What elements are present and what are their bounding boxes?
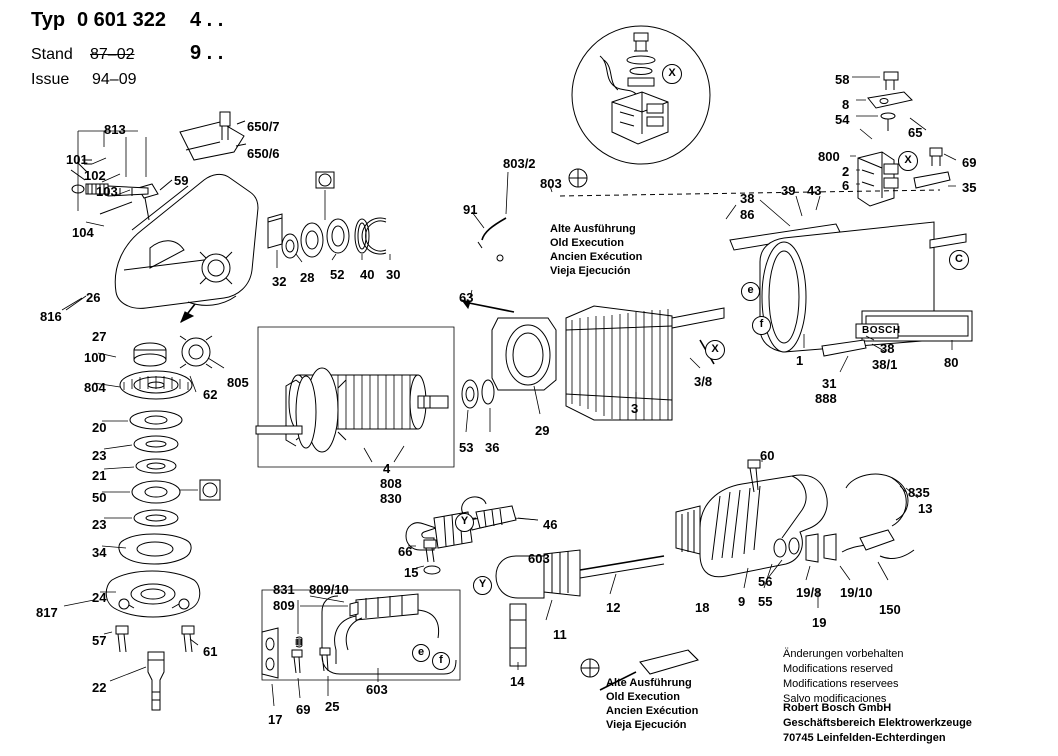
footer-modifications: [783, 647, 903, 706]
part-number-59: 59: [174, 173, 189, 188]
part-number-65: 65: [908, 125, 923, 140]
part-number-9: 9: [738, 594, 746, 609]
part-number-38: 38: [880, 341, 895, 356]
part-number-40: 40: [360, 267, 375, 282]
part-number-804: 804: [84, 380, 106, 395]
part-number-803-2: 803/2: [503, 156, 536, 171]
part-number-23: 23: [92, 448, 107, 463]
part-number-28: 28: [300, 270, 315, 285]
callout-e: e: [741, 282, 760, 301]
callout-x-top: X: [662, 64, 682, 84]
part-number-805: 805: [227, 375, 249, 390]
part-number-102: 102: [84, 168, 106, 183]
part-number-2: 2: [842, 164, 850, 179]
part-number-60: 60: [760, 448, 775, 463]
part-number-27: 27: [92, 329, 107, 344]
part-number-91: 91: [463, 202, 478, 217]
footer-company: [783, 701, 972, 746]
company-division: Geschäftsbereich Elektrowerkzeuge: [783, 716, 972, 729]
old-execution-note-lower: [606, 676, 698, 732]
stand-value: 87–02: [90, 46, 135, 63]
part-number-800: 800: [818, 149, 840, 164]
stand-label: Stand: [31, 46, 73, 63]
part-number-39: 39: [781, 183, 796, 198]
part-number-15: 15: [404, 565, 419, 580]
part-number-55: 55: [758, 594, 773, 609]
part-number-104: 104: [72, 225, 94, 240]
part-number-813: 813: [104, 122, 126, 137]
part-number-808: 808: [380, 476, 402, 491]
callout-x-mid: X: [705, 340, 725, 360]
part-number-38-1: 38/1: [872, 357, 898, 372]
part-number-52: 52: [330, 267, 345, 282]
part-number-35: 35: [962, 180, 977, 195]
part-number-830: 830: [380, 491, 402, 506]
callout-f: f: [752, 316, 771, 335]
part-number-18: 18: [695, 600, 710, 615]
company-name: Robert Bosch GmbH: [783, 702, 892, 714]
issue-label: Issue: [31, 71, 70, 88]
part-number-23: 23: [92, 517, 107, 532]
part-number-831: 831: [273, 582, 295, 597]
part-number-31: 31: [822, 376, 837, 391]
old-execution-note-upper: [550, 222, 642, 278]
part-number-100: 100: [84, 350, 106, 365]
part-number-13: 13: [918, 501, 933, 516]
footer-line-de: Änderungen vorbehalten: [783, 648, 904, 660]
part-number-46: 46: [543, 517, 558, 532]
part-number-29: 29: [535, 423, 550, 438]
part-number-817: 817: [36, 605, 58, 620]
callout-y-upper: Y: [455, 513, 474, 532]
part-number-32: 32: [272, 274, 287, 289]
part-number-603: 603: [528, 551, 550, 566]
part-number-30: 30: [386, 267, 401, 282]
callout-y-lower: Y: [473, 576, 492, 595]
part-number-4: 4: [383, 461, 391, 476]
part-number-101: 101: [66, 152, 88, 167]
note-line-en: Old Execution: [550, 237, 624, 250]
part-number-803: 803: [540, 176, 562, 191]
part-number-3-8: 3/8: [694, 374, 713, 389]
part-number-650-7: 650/7: [247, 119, 280, 134]
part-number-14: 14: [510, 674, 525, 689]
part-number-24: 24: [92, 590, 107, 605]
part-number-43: 43: [807, 183, 822, 198]
part-number-34: 34: [92, 545, 107, 560]
part-number-150: 150: [879, 602, 901, 617]
page-title-typ-suffix-1: 4 . .: [190, 9, 224, 31]
part-number-11: 11: [553, 627, 567, 642]
callout-x-right: X: [898, 151, 918, 171]
part-number-53: 53: [459, 440, 474, 455]
brand-label: BOSCH: [862, 325, 901, 336]
part-number-86: 86: [740, 207, 755, 222]
part-number-103: 103: [96, 184, 118, 199]
part-number-36: 36: [485, 440, 500, 455]
part-number-54: 54: [835, 112, 850, 127]
part-number-58: 58: [835, 72, 850, 87]
note-line-de: Alte Ausführung: [606, 677, 692, 689]
part-number-38: 38: [740, 191, 755, 206]
part-number-809: 809: [273, 598, 295, 613]
part-number-56: 56: [758, 574, 773, 589]
footer-line-fr: Modifications reservees: [783, 677, 899, 690]
callout-c: C: [949, 250, 969, 270]
part-number-835: 835: [908, 485, 930, 500]
part-number-63: 63: [459, 290, 474, 305]
footer-line-en: Modifications reserved: [783, 662, 894, 675]
page-title-typ-number: 0 601 322: [77, 9, 166, 31]
part-number-12: 12: [606, 600, 621, 615]
note-line-fr: Ancien Exécution: [606, 705, 699, 718]
part-number-57: 57: [92, 633, 107, 648]
part-number-1: 1: [796, 353, 804, 368]
footer-line-es: Salvo modificaciones: [783, 692, 887, 705]
part-number-66: 66: [398, 544, 413, 559]
part-number-816: 816: [40, 309, 62, 324]
part-number-3: 3: [631, 401, 639, 416]
part-number-650-6: 650/6: [247, 146, 280, 161]
part-number-25: 25: [325, 699, 340, 714]
callout-e-lower: e: [412, 644, 430, 662]
part-number-22: 22: [92, 680, 107, 695]
part-number-19-8: 19/8: [796, 585, 822, 600]
part-number-21: 21: [92, 468, 107, 483]
part-number-17: 17: [268, 712, 283, 727]
part-number-6: 6: [842, 178, 850, 193]
page-title-typ-suffix-2: 9 . .: [190, 42, 224, 64]
part-number-62: 62: [203, 387, 218, 402]
company-address: 70745 Leinfelden-Echterdingen: [783, 731, 946, 744]
part-number-8: 8: [842, 97, 850, 112]
note-line-fr: Ancien Exécution: [550, 251, 643, 264]
part-number-26: 26: [86, 290, 101, 305]
note-line-es: Vieja Ejecución: [606, 719, 687, 732]
part-number-19-10: 19/10: [840, 585, 873, 600]
part-number-80: 80: [944, 355, 959, 370]
part-number-888: 888: [815, 391, 837, 406]
part-number-69: 69: [962, 155, 977, 170]
part-number-603: 603: [366, 682, 388, 697]
note-line-de: Alte Ausführung: [550, 223, 636, 235]
note-line-es: Vieja Ejecución: [550, 265, 631, 278]
part-number-809-10: 809/10: [309, 582, 349, 597]
part-number-69: 69: [296, 702, 311, 717]
part-number-19: 19: [812, 615, 827, 630]
part-number-61: 61: [203, 644, 218, 659]
note-line-en: Old Execution: [606, 691, 680, 704]
part-number-50: 50: [92, 490, 107, 505]
issue-value: 94–09: [92, 71, 137, 88]
callout-f-lower: f: [432, 652, 450, 670]
part-number-20: 20: [92, 420, 107, 435]
page-title-typ-label: Typ: [31, 9, 66, 31]
